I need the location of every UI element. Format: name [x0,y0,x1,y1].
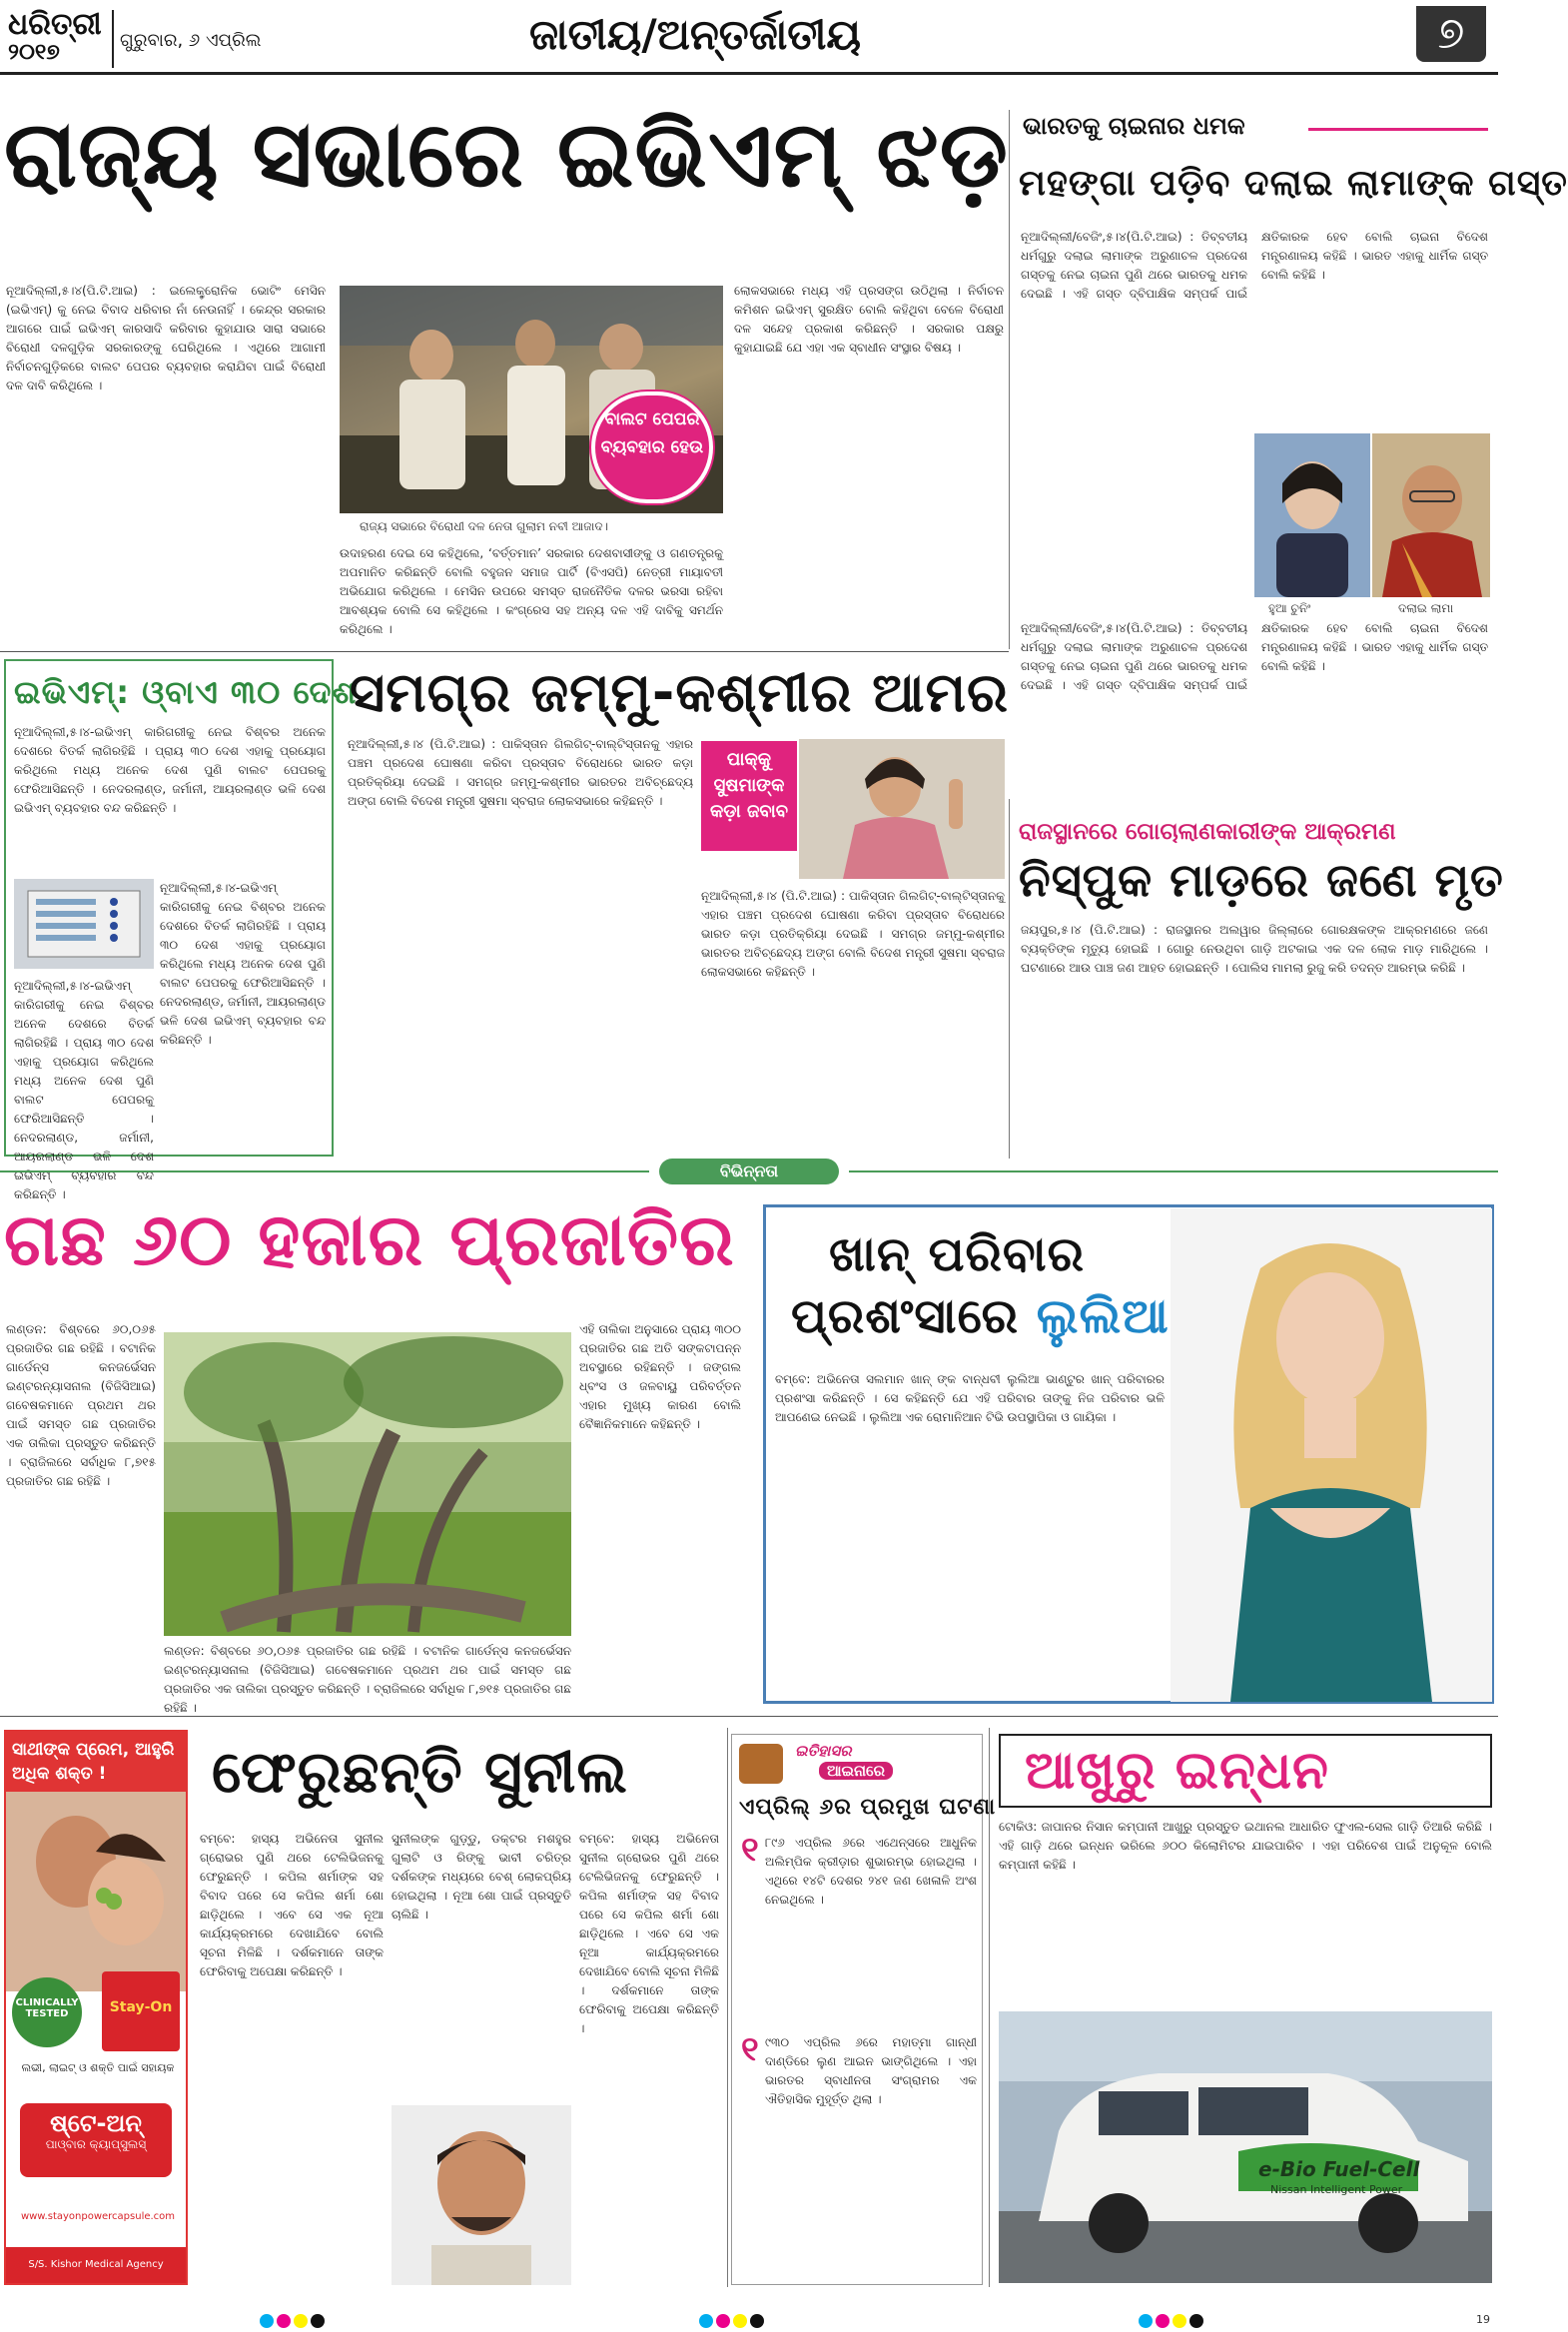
section-banner-text: ବିଭିନ୍ନତା [719,1162,779,1180]
car-sub: Nissan Intelligent Power [1270,2183,1403,2196]
lead-body-col3: ଲୋକସଭାରେ ମଧ୍ୟ ଏହି ପ୍ରସଙ୍ଗ ଉଠିଥିଲା । ନିର୍ବାଚନ କମିଶନ ଇଭିଏମ୍ ସୁରକ୍ଷିତ ବୋଲି କହିଥିବା ବେଳେ ବିରୋଧୀ ଦଳ ସନ୍ଦେହ ପ୍ରକାଶ କରିଛନ୍ତି । ସରକାର ପକ୍ଷରୁ କୁହାଯାଇଛି ଯେ ଏହା ଏକ ସ୍ବାଧୀନ ସଂସ୍ଥାର ବିଷୟ । [734,284,1004,355]
color-registration-right [1139,2313,1206,2332]
lulia-image [1171,1208,1492,1702]
clinically-tested-text: CLINICALLY TESTED [15,1997,79,2019]
history-phone-icon [739,1744,783,1784]
lulia-headline-1: ଖାନ୍ ପରିବାର [829,1226,1085,1282]
logo-text: ଧରିତ୍ରୀ [8,7,102,42]
rajasthan-headline: ନିସ୍ପୁକ ମାଡ଼ରେ ଜଣେ ମୃତ [1019,853,1504,907]
history-item1-year: ୧ [741,1830,759,1870]
sunil-photo [392,2105,571,2285]
sugarcane-headline: ଆଖୁରୁ ଇନ୍ଧନ [1025,1741,1329,1801]
lead-body-col2: ଉଦାହରଣ ଦେଇ ସେ କହିଥିଲେ, ‘ବର୍ତ୍ତମାନ’ ସରକାର ଦେଶବାସୀଙ୍କୁ ଓ ଗଣତନ୍ତ୍ରକୁ ଅପମାନିତ କରିଛନ୍ତି ବୋଲି ବହୁଜନ ସମାଜ ପାର୍ଟି (ବିଏସପି) ନେତ୍ରୀ ମାୟାବତୀ ଅଭିଯୋଗ କରିଥିଲେ । ମେସିନ ଉପରେ ସମସ୍ତ ରାଜନୈତିକ ଦଳର ଭରସା ରହିବା ଆବଶ୍ୟକ ବୋଲି ସେ କହିଥିଲେ । କଂଗ୍ରେସ ସହ ଅନ୍ୟ ଦଳ ଏହି ଦାବିକୁ ସମର୍ଥନ କରିଥିଲେ । [340,546,723,636]
col-rule-4 [989,1728,990,2287]
dalai-lama-image [1372,433,1490,597]
kashmir-body-col2: ନୂଆଦିଲ୍ଲୀ,୫।୪ (ପି.ଟି.ଆଇ) : ପାକିସ୍ତାନ ଗିଲଗିଟ୍-ବାଲ୍ଟିସ୍ତାନକୁ ଏହାର ପଞ୍ଚମ ପ୍ରଦେଶ ଘୋଷଣା କରିବା ପ୍ରସ୍ତାବ ବିରୋଧରେ ଭାରତ କଡ଼ା ପ୍ରତିକ୍ରିୟା ଦେଇଛି । ସମଗ୍ର ଜମ୍ମୁ-କଶ୍ମୀର ଭାରତର ଅବିଚ୍ଛେଦ୍ୟ ଅଙ୍ଗ ବୋଲି ବିଦେଶ ମନ୍ତ୍ରୀ ସୁଷମା ସ୍ବରାଜ ଲୋକସଭାରେ କହିଛନ୍ତି । [701,889,1005,979]
section-title: ଜାତୀୟ/ଅନ୍ତର୍ଜାତୀୟ [529,10,862,59]
evm-machine-image [14,879,154,969]
ad-tagline: ସାଥୀଙ୍କ ପ୍ରେମ, ଆହୁରି ଅଧିକ ଶକ୍ତ ! [6,1732,186,1792]
history-item2: ୯୩୦ ଏପ୍ରିଲ ୬ରେ ମହାତ୍ମା ଗାନ୍ଧୀ ଦାଣ୍ଡିରେ ଲୁଣ ଆଇନ ଭାଙ୍ଗିଥିଲେ । ଏହା ଭାରତର ସ୍ବାଧୀନତା ସଂଗ୍ରାମର ଏକ ଐତିହାସିକ ମୁହୂର୍ତ୍ତ ଥିଲା । [765,2035,977,2106]
sunil-grover-image [392,2105,571,2285]
nissan-car-image [999,2011,1492,2283]
lulia-headline-row [791,1286,1170,1346]
evm-machine-photo [14,879,154,969]
china-caption-1: ହୁଆ ଚୁନିଂ [1268,601,1311,615]
trees-body: ଲଣ୍ଡନ: ବିଶ୍ବରେ ୬୦,୦୬୫ ପ୍ରଜାତିର ଗଛ ରହିଛି । ବଟାନିକ ଗାର୍ଡେନ୍ସ କନଜର୍ଭେସନ ଇଣ୍ଟରନ୍ୟାସନାଲ (ବିଜିସିଆଇ) ଗବେଷକମାନେ ପ୍ରଥମ ଥର ପାଇଁ ସମସ୍ତ ଗଛ ପ୍ରଜାତିର ଏକ ତାଲିକା ପ୍ରସ୍ତୁତ କରିଛନ୍ତି । ବ୍ରାଜିଲରେ ସର୍ବାଧିକ ୮,୭୧୫ ପ୍ରଜାତିର ଗଛ ରହିଛି । [6,1322,156,1488]
kashmir-body: ନୂଆଦିଲ୍ଲୀ,୫।୪ (ପି.ଟି.ଆଇ) : ପାକିସ୍ତାନ ଗିଲଗିଟ୍-ବାଲ୍ଟିସ୍ତାନକୁ ଏହାର ପଞ୍ଚମ ପ୍ରଦେଶ ଘୋଷଣା କରିବା ପ୍ରସ୍ତାବ ବିରୋଧରେ ଭାରତ କଡ଼ା ପ୍ରତିକ୍ରିୟା ଦେଇଛି । ସମଗ୍ର ଜମ୍ମୁ-କଶ୍ମୀର ଭାରତର ଅବିଚ୍ଛେଦ୍ୟ ଅଙ୍ଗ ବୋଲି ବିଦେଶ ମନ୍ତ୍ରୀ ସୁଷମା ସ୍ବରାଜ ଲୋକସଭାରେ କହିଛନ୍ତି । [348,737,693,808]
lulia-headline-3: ଲୁଲିଆ [1036,1288,1170,1344]
history-item1: ୮୯୬ ଏପ୍ରିଲ ୬ରେ ଏଥେନ୍ସରେ ଆଧୁନିକ ଅଲିମ୍ପିକ କ୍ରୀଡ଼ାର ଶୁଭାରମ୍ଭ ହୋଇଥିଲା । ଏଥିରେ ୧୪ଟି ଦେଶର ୨୪୧ ଜଣ ଖେଳାଳି ଅଂଶ ନେଇଥିଲେ । [765,1836,977,1907]
trees-headline: ଗଛ ୬୦ ହଜାର ପ୍ରଜାତିର [4,1197,735,1281]
china-spokesperson-image [1254,433,1370,597]
ad-brand-name: ଷ୍ଟେ-ଅନ୍ [50,2109,142,2137]
logo-year: ୨୦୧୭ [8,40,60,65]
stayon-ad[interactable] [4,1730,188,2285]
history-item2-year: ୧ [741,2029,759,2069]
rule-banner-left [0,1170,649,1172]
evm-headline: ଇଭିଏମ୍: ଓ୍ବାଏ ୩୦ ଦେଶ [14,673,358,711]
lead-headline: ରାଜ୍ୟ ସଭାରେ ଇଭିଏମ୍ ଝଡ଼ [4,101,1009,208]
trees-body-col2: ଏହି ତାଲିକା ଅନୁସାରେ ପ୍ରାୟ ୩୦୦ ପ୍ରଜାତିର ଗଛ ଅତି ସଙ୍କଟାପନ୍ନ ଅବସ୍ଥାରେ ରହିଛନ୍ତି । ଜଙ୍ଗଲ ଧ୍ବଂସ ଓ ଜଳବାୟୁ ପରିବର୍ତ୍ତନ ଏହାର ମୁଖ୍ୟ କାରଣ ବୋଲି ବୈଜ୍ଞାନିକମାନେ କହିଛନ୍ତି । [579,1322,741,1431]
trees-photo [164,1332,571,1636]
sunil-body-col2: ସୁନୀଲଙ୍କ ଗୁଡ଼୍ଡୁ, ଡକ୍ଟର ମଶହୁର ଗୁଲାଟି ଓ ରିଙ୍କୁ ଭାବୀ ଚରିତ୍ର ଦର୍ଶକଙ୍କ ମଧ୍ୟରେ ବେଶ୍ ଲୋକପ୍ରିୟ ହୋଇଥିଲା । ନୂଆ ଶୋ ପାଇଁ ପ୍ରସ୍ତୁତି ଚାଲିଛି । [392,1832,571,1922]
lulia-headline-2: ପ୍ରଶଂସାରେ [791,1288,1020,1344]
masthead-logo [8,8,108,65]
lulia-photo [1171,1208,1492,1702]
sugarcane-body: ଟୋକିଓ: ଜାପାନର ନିସାନ କମ୍ପାନୀ ଆଖୁରୁ ପ୍ରସ୍ତୁତ ଇଥାନଲ ଆଧାରିତ ଫୁଏଲ-ସେଲ ଗାଡ଼ି ତିଆରି କରିଛି । ଏହି ଗାଡ଼ି ଥରେ ଇନ୍ଧନ ଭରିଲେ ୬୦୦ କିଲୋମିଟର ଯାଇପାରିବ । ଏହା ପରିବେଶ ପାଇଁ ଅନୁକୂଳ ବୋଲି କମ୍ପାନୀ କହିଛି । [999,1820,1492,1872]
ad-company: S/S. Kishor Medical Agency [6,2247,186,2283]
ad-couple-image [6,1792,186,1991]
china-body: ନୂଆଦିଲ୍ଲୀ/ବେଜିଂ,୫।୪(ପି.ଟି.ଆଇ) : ତିବ୍ବତୀୟ ଧର୍ମଗୁରୁ ଦଲାଇ ଲାମାଙ୍କ ଅରୁଣାଚଳ ପ୍ରଦେଶ ଗସ୍ତକୁ ନେଇ ଚାଇନା ପୁଣି ଥରେ ଭାରତକୁ ଧମକ ଦେଇଛି । ଏହି ଗସ୍ତ ଦ୍ବିପାକ୍ଷିକ ସମ୍ପର୍କ ପାଇଁ କ୍ଷତିକାରକ ହେବ ବୋଲି ଚାଇନା ବିଦେଶ ମନ୍ତ୍ରଣାଳୟ କହିଛି । ଭାରତ ଏହାକୁ ଧାର୍ମିକ ଗସ୍ତ ବୋଲି କହିଛି । [1021,230,1488,301]
col-rule-1 [1009,110,1010,649]
rule-mid-bottom [0,1716,1498,1717]
ad-product-name: Stay-On [109,1999,173,2015]
lead-badge [591,391,713,503]
lead-photo-caption: ରାଜ୍ୟ ସଭାରେ ବିରୋଧୀ ଦଳ ନେତା ଗୁଲାମ ନବୀ ଆଜାଦ। [360,519,608,533]
china-photo-2 [1372,433,1490,597]
kashmir-badge-text: ପାକ୍‌କୁ ସୁଷମାଙ୍କ କଡ଼ା ଜବାବ [709,749,789,822]
ad-brand [20,2103,172,2177]
kashmir-photo [799,739,1005,879]
section-banner [659,1159,839,1184]
history-title: ଏପ୍ରିଲ୍ ୬ର ପ୍ରମୁଖ ଘଟଣା [739,1795,997,1820]
china-kicker-line [1308,128,1488,131]
ad-brand-sub: ପାଓ୍ବାର କ୍ୟାପ୍‌ସୁଲସ୍ [45,2137,147,2151]
history-kicker-1: ଇତିହାସର [795,1742,852,1760]
color-registration-left [260,2313,328,2332]
sunil-body-col3: ବମ୍ବେ: ହାସ୍ୟ ଅଭିନେତା ସୁନୀଲ ଗ୍ରୋଭର ପୁଣି ଥରେ ଟେଲିଭିଜନକୁ ଫେରୁଛନ୍ତି । କପିଲ ଶର୍ମାଙ୍କ ସହ ବିବାଦ ପରେ ସେ କପିଲ ଶର୍ମା ଶୋ ଛାଡ଼ିଥିଲେ । ଏବେ ସେ ଏକ ନୂଆ କାର୍ଯ୍ୟକ୍ରମରେ ଦେଖାଯିବେ ବୋଲି ସୂଚନା ମିଳିଛି । ଦର୍ଶକମାନେ ତାଙ୍କ ଫେରିବାକୁ ଅପେକ୍ଷା କରିଛନ୍ତି । [579,1832,719,2035]
ad-product-box [102,1971,180,2051]
masthead-rule [0,72,1498,75]
masthead-divider [112,10,114,68]
evm-body-cont: ନୂଆଦିଲ୍ଲୀ,୫।୪-ଇଭିଏମ୍ କାରିଗରୀକୁ ନେଇ ବିଶ୍ବର ଅନେକ ଦେଶରେ ବିତର୍କ ଲାଗିରହିଛି । ପ୍ରାୟ ୩୦ ଦେଶ ଏହାକୁ ପ୍ରୟୋଗ କରିଥିଲେ ମଧ୍ୟ ଅନେକ ଦେଶ ପୁଣି ବାଲଟ ପେପରକୁ ଫେରିଆସିଛନ୍ତି । ନେଦରଲାଣ୍ଡ, ଜର୍ମାନୀ, ଆୟରଲାଣ୍ଡ ଭଳି ଦେଶ ଇଭିଏମ୍ ବ୍ୟବହାର ବନ୍ଦ କରିଛନ୍ତି । [160,881,326,1047]
lead-badge-text: ବାଲଟ ପେପର ବ୍ୟବହାର ହେଉ [600,409,704,457]
page-number: ୭ [1416,6,1486,62]
lead-body-col1: ନୂଆଦିଲ୍ଲୀ,୫।୪(ପି.ଟି.ଆଇ) : ଇଲେକ୍ଟ୍ରୋନିକ ଭୋଟିଂ ମେସିନ (ଇଭିଏମ୍) କୁ ନେଇ ବିବାଦ ଧରିବାର ନାଁ ନେଉନାହିଁ । କେନ୍ଦ୍ର ସରକାର ଆଗରେ ପାଇଁ ଇଭିଏମ୍ କାରସାଦି କରିବାର କୁହାଯାଉ ସାରା ସଭାରେ ବିରୋଧୀ ଦଳଗୁଡ଼ିକ ସରକାରଙ୍କୁ ଘେରିଥିଲେ । ଏଥିରେ ଆଗାମୀ ନିର୍ବାଚନଗୁଡ଼ିକରେ ବାଲଟ ପେପର ବ୍ୟବହାର କରାଯିବା ପାଇଁ ବିରୋଧୀ ଦଳ ଦାବି କରିଥିଲେ । [6,284,326,392]
col-rule-2 [1009,799,1010,1159]
footer-page-no: 19 [1476,2313,1490,2326]
evm-body: ନୂଆଦିଲ୍ଲୀ,୫।୪-ଇଭିଏମ୍ କାରିଗରୀକୁ ନେଇ ବିଶ୍ବର ଅନେକ ଦେଶରେ ବିତର୍କ ଲାଗିରହିଛି । ପ୍ରାୟ ୩୦ ଦେଶ ଏହାକୁ ପ୍ରୟୋଗ କରିଥିଲେ ମଧ୍ୟ ଅନେକ ଦେଶ ପୁଣି ବାଲଟ ପେପରକୁ ଫେରିଆସିଛନ୍ତି । ନେଦରଲାଣ୍ଡ, ଜର୍ମାନୀ, ଆୟରଲାଣ୍ଡ ଭଳି ଦେଶ ଇଭିଏମ୍ ବ୍ୟବହାର ବନ୍ଦ କରିଛନ୍ତି । [14,725,326,815]
sunil-headline: ଫେରୁଛନ୍ତି ସୁନୀଲ [212,1738,628,1806]
tree-forest-image [164,1332,571,1636]
china-caption-2: ଦଲାଇ ଲାମା [1398,601,1454,615]
car-label: e-Bio Fuel-Cell [1258,2157,1420,2181]
kashmir-headline: ସମଗ୍ର ଜମ୍ମୁ-କଶ୍ମୀର ଆମର [350,661,1009,724]
lulia-body: ବମ୍ବେ: ଅଭିନେତା ସଲମାନ ଖାନ୍ ଙ୍କ ବାନ୍ଧବୀ ଲୁଲିଆ ଭାଣ୍ଟୁର ଖାନ୍ ପରିବାରର ପ୍ରଶଂସା କରିଛନ୍ତି । ସେ କହିଛନ୍ତି ଯେ ଏହି ପରିବାର ତାଙ୍କୁ ନିଜ ପରିବାର ଭଳି ଆପଣେଇ ନେଇଛି । ଲୁଲିଆ ଏକ ରୋମାନିଆନ ଟିଭି ଉପସ୍ଥାପିକା ଓ ଗାୟିକା । [775,1372,1165,1424]
evm-body-cont2: ନୂଆଦିଲ୍ଲୀ,୫।୪-ଇଭିଏମ୍ କାରିଗରୀକୁ ନେଇ ବିଶ୍ବର ଅନେକ ଦେଶରେ ବିତର୍କ ଲାଗିରହିଛି । ପ୍ରାୟ ୩୦ ଦେଶ ଏହାକୁ ପ୍ରୟୋଗ କରିଥିଲେ ମଧ୍ୟ ଅନେକ ଦେଶ ପୁଣି ବାଲଟ ପେପରକୁ ଫେରିଆସିଛନ୍ତି । ନେଦରଲାଣ୍ଡ, ଜର୍ମାନୀ, ଆୟରଲାଣ୍ଡ ଭଳି ଦେଶ ଇଭିଏମ୍ ବ୍ୟବହାର ବନ୍ଦ କରିଛନ୍ତି । [14,979,154,1201]
rajasthan-body: ଜୟପୁର,୫।୪ (ପି.ଟି.ଆଇ) : ରାଜସ୍ଥାନର ଅଲୱାର ଜିଲ୍ଲାରେ ଗୋରକ୍ଷକଙ୍କ ଆକ୍ରମଣରେ ଜଣେ ବ୍ୟକ୍ତିଙ୍କ ମୃତ୍ୟୁ ହୋଇଛି । ଗୋରୁ ନେଉଥିବା ଗାଡ଼ି ଅଟକାଇ ଏକ ଦଳ ଲୋକ ମାଡ଼ ମାରିଥିଲେ । ଘଟଣାରେ ଆଉ ପାଞ୍ଚ ଜଣ ଆହତ ହୋଇଛନ୍ତି । ପୋଲିସ ମାମଲା ରୁଜୁ କରି ତଦନ୍ତ ଆରମ୍ଭ କରିଛି । [1021,923,1488,975]
col-rule-3 [727,1728,728,2287]
sushma-swaraj-image [799,739,1005,879]
history-kicker-2: ଆଇନାରେ [819,1762,893,1780]
rajasthan-kicker: ରାଜସ୍ଥାନରେ ଗୋଚାଲାଣକାରୀଙ୍କ ଆକ୍ରମଣ [1019,819,1396,845]
masthead-date: ଗୁରୁବାର, ୬ ଏପ୍ରିଲ [120,30,262,51]
ad-small-text: ଲଭୀ, ଲାଇଟ୍‌ ଓ ଶକ୍ତି ପାଇଁ ସହାୟକ [21,2061,175,2074]
rule-banner-right [849,1170,1498,1172]
rule-lead-bottom [0,651,1009,652]
china-body-cont: ନୂଆଦିଲ୍ଲୀ/ବେଜିଂ,୫।୪(ପି.ଟି.ଆଇ) : ତିବ୍ବତୀୟ ଧର୍ମଗୁରୁ ଦଲାଇ ଲାମାଙ୍କ ଅରୁଣାଚଳ ପ୍ରଦେଶ ଗସ୍ତକୁ ନେଇ ଚାଇନା ପୁଣି ଥରେ ଭାରତକୁ ଧମକ ଦେଇଛି । ଏହି ଗସ୍ତ ଦ୍ବିପାକ୍ଷିକ ସମ୍ପର୍କ ପାଇଁ କ୍ଷତିକାରକ ହେବ ବୋଲି ଚାଇନା ବିଦେଶ ମନ୍ତ୍ରଣାଳୟ କହିଛି । ଭାରତ ଏହାକୁ ଧାର୍ମିକ ଗସ୍ତ ବୋଲି କହିଛି । [1021,621,1488,692]
ad-url[interactable]: www.stayonpowercapsule.com [20,2211,176,2222]
color-registration-mid [699,2313,767,2332]
china-kicker: ଭାରତକୁ ଚାଇନାର ଧମକ [1023,112,1245,140]
clinically-tested-badge [12,1977,82,2047]
china-headline: ମହଙ୍ଗା ପଡ଼ିବ ଦଲାଇ ଲାମାଙ୍କ ଗସ୍ତ [1019,163,1568,204]
sunil-body-col1: ବମ୍ବେ: ହାସ୍ୟ ଅଭିନେତା ସୁନୀଲ ଗ୍ରୋଭର ପୁଣି ଥରେ ଟେଲିଭିଜନକୁ ଫେରୁଛନ୍ତି । କପିଲ ଶର୍ମାଙ୍କ ସହ ବିବାଦ ପରେ ସେ କପିଲ ଶର୍ମା ଶୋ ଛାଡ଼ିଥିଲେ । ଏବେ ସେ ଏକ ନୂଆ କାର୍ଯ୍ୟକ୍ରମରେ ଦେଖାଯିବେ ବୋଲି ସୂଚନା ମିଳିଛି । ଦର୍ଶକମାନେ ତାଙ୍କ ଫେରିବାକୁ ଅପେକ୍ଷା କରିଛନ୍ତି । [200,1832,384,1978]
china-photo-1 [1254,433,1370,597]
sugarcane-car-photo [999,2011,1492,2283]
trees-body-bottom: ଲଣ୍ଡନ: ବିଶ୍ବରେ ୬୦,୦୬୫ ପ୍ରଜାତିର ଗଛ ରହିଛି । ବଟାନିକ ଗାର୍ଡେନ୍ସ କନଜର୍ଭେସନ ଇଣ୍ଟରନ୍ୟାସନାଲ (ବିଜିସିଆଇ) ଗବେଷକମାନେ ପ୍ରଥମ ଥର ପାଇଁ ସମସ୍ତ ଗଛ ପ୍ରଜାତିର ଏକ ତାଲିକା ପ୍ରସ୍ତୁତ କରିଛନ୍ତି । ବ୍ରାଜିଲରେ ସର୍ବାଧିକ ୮,୭୧୫ ପ୍ରଜାତିର ଗଛ ରହିଛି । [164,1644,571,1715]
kashmir-badge [701,741,797,851]
